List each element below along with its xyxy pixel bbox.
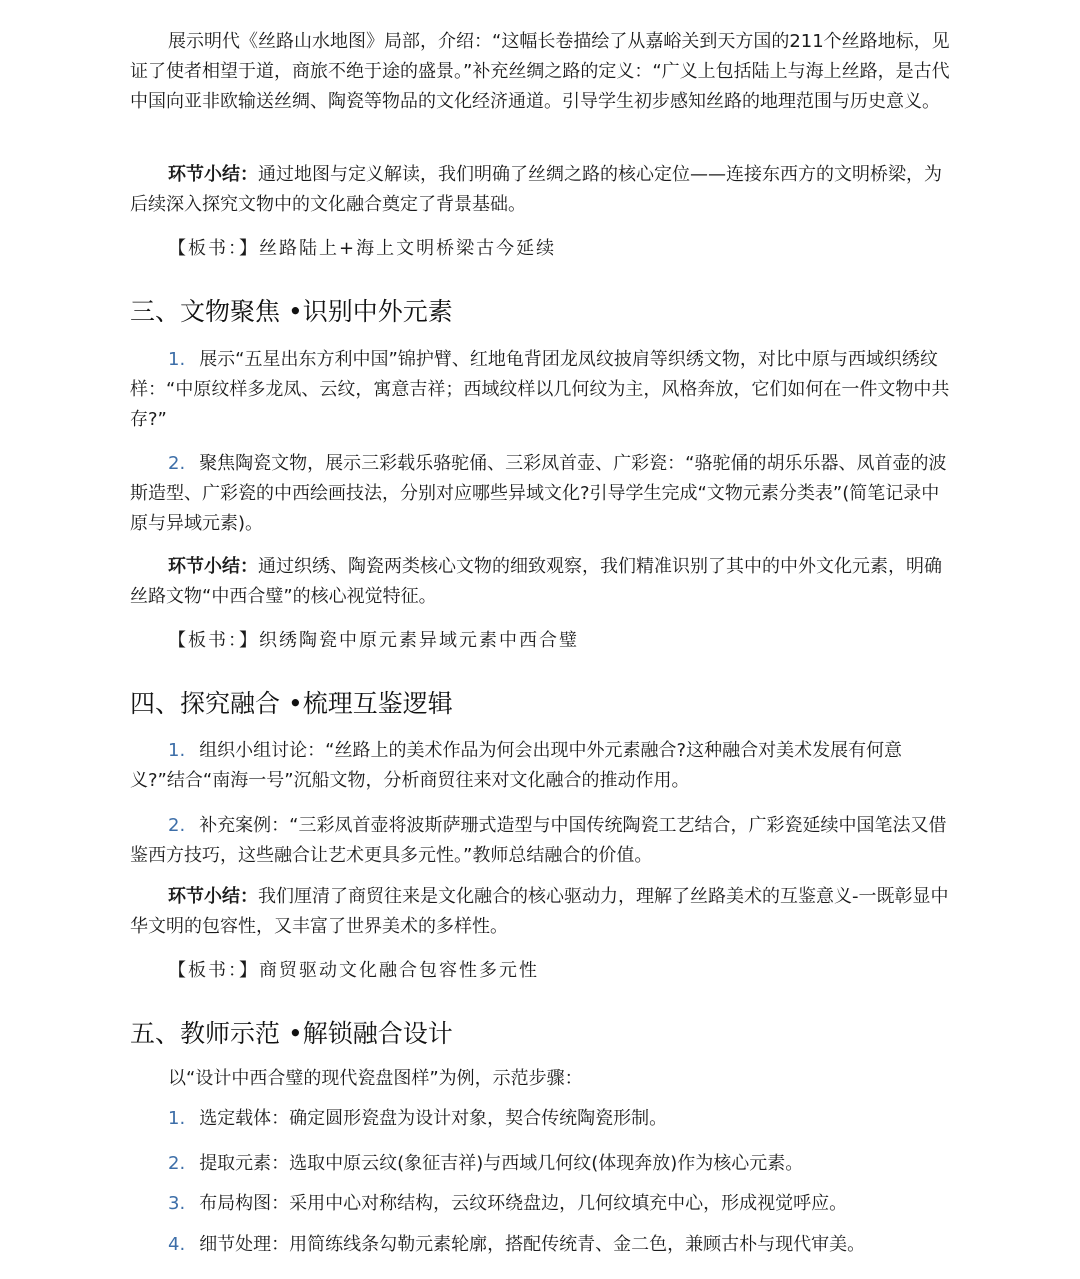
- summary-text: 通过织绣、陶瓷两类核心文物的细致观察，我们精准识别了其中的中外文化元素，明确丝路文物“中西合璧”的核心视觉特征。: [130, 556, 942, 607]
- list-number: 1.: [168, 1108, 186, 1129]
- summary-label: 环节小结：: [168, 556, 258, 577]
- list-number: 1.: [168, 349, 186, 370]
- section4-item-2: [130, 811, 952, 871]
- section3-summary-paragraph: [130, 552, 952, 612]
- section5-heading: 五、教师示范 •解锁融合设计: [130, 1019, 453, 1048]
- list-number: 2.: [168, 815, 186, 836]
- section3-blackboard-note: 【板书：】织绣陶瓷中原元素异域元素中西合璧: [168, 630, 579, 651]
- list-text: 展示“五星出东方利中国”锦护臂、红地龟背团龙凤纹披肩等织绣文物，对比中原与西域织绣纹样：“中原纹样多龙凤、云纹，寓意吉祥；西域纹样以几何纹为主，风格奔放，它们如何在一件文物中共存?”: [130, 349, 950, 430]
- section5-step-1: [168, 1104, 667, 1134]
- section2-blackboard-note: 【板书：】丝路陆上+海上文明桥梁古今延续: [168, 238, 557, 259]
- section4-summary-paragraph: [130, 882, 952, 942]
- list-number: 2.: [168, 1153, 186, 1174]
- list-text: 组织小组讨论：“丝路上的美术作品为何会出现中外元素融合?这种融合对美术发展有何意义?”结合“南海一号”沉船文物，分析商贸往来对文化融合的推动作用。: [130, 740, 903, 791]
- section5-step-2: [168, 1149, 803, 1179]
- list-number: 2.: [168, 453, 186, 474]
- summary-label: 环节小结：: [168, 886, 258, 907]
- list-text: 细节处理：用简练线条勾勒元素轮廓，搭配传统青、金二色，兼顾古朴与现代审美。: [199, 1234, 866, 1255]
- section2-summary-paragraph: [130, 160, 952, 220]
- list-text: 补充案例：“三彩凤首壶将波斯萨珊式造型与中国传统陶瓷工艺结合，广彩瓷延续中国笔法又借鉴西方技巧，这些融合让艺术更具多元性。”教师总结融合的价值。: [130, 815, 947, 866]
- list-text: 聚焦陶瓷文物，展示三彩载乐骆驼俑、三彩凤首壶、广彩瓷：“骆驼俑的胡乐乐器、凤首壶的波斯造型、广彩瓷的中西绘画技法，分别对应哪些异域文化?引导学生完成“文物元素分类表”(简笔记录中原与异域元素)。: [130, 453, 947, 534]
- list-text: 提取元素：选取中原云纹(象征吉祥)与西域几何纹(体现奔放)作为核心元素。: [199, 1153, 804, 1174]
- section4-item-1: [130, 736, 952, 796]
- list-number: 1.: [168, 740, 186, 761]
- section4-heading: 四、探究融合 •梳理互鉴逻辑: [130, 689, 453, 718]
- summary-text: 我们厘清了商贸往来是文化融合的核心驱动力，理解了丝路美术的互鉴意义-一既彰显中华文明的包容性，又丰富了世界美术的多样性。: [130, 886, 949, 937]
- section3-item-2: [130, 449, 952, 539]
- section5-step-3: [168, 1189, 847, 1219]
- section2-intro-paragraph: 展示明代《丝路山水地图》局部，介绍：“这幅长卷描绘了从嘉峪关到天方国的211个丝路地标，见证了使者相望于道，商旅不绝于途的盛景。”补充丝绸之路的定义：“广义上包括陆上与海上丝路，是古代中国向亚非欧输送丝绸、陶瓷等物品的文化经济通道。引导学生初步感知丝路的地理范围与历史意义。: [130, 31, 950, 112]
- section5-intro: 以“设计中西合璧的现代瓷盘图样”为例，示范步骤：: [168, 1068, 583, 1089]
- list-text: 选定载体：确定圆形瓷盘为设计对象，契合传统陶瓷形制。: [199, 1108, 668, 1129]
- section5-step-4: [168, 1230, 865, 1260]
- section3-item-1: [130, 345, 952, 435]
- list-number: 4.: [168, 1234, 186, 1255]
- section4-blackboard-note: 【板书：】商贸驱动文化融合包容性多元性: [168, 960, 539, 981]
- list-text: 布局构图：采用中心对称结构，云纹环绕盘边，几何纹填充中心，形成视觉呼应。: [199, 1193, 848, 1214]
- section3-heading: 三、文物聚焦 •识别中外元素: [130, 297, 453, 326]
- list-number: 3.: [168, 1193, 186, 1214]
- summary-label: 环节小结：: [168, 164, 258, 185]
- summary-text: 通过地图与定义解读，我们明确了丝绸之路的核心定位——连接东西方的文明桥梁，为后续深入探究文物中的文化融合奠定了背景基础。: [130, 164, 942, 215]
